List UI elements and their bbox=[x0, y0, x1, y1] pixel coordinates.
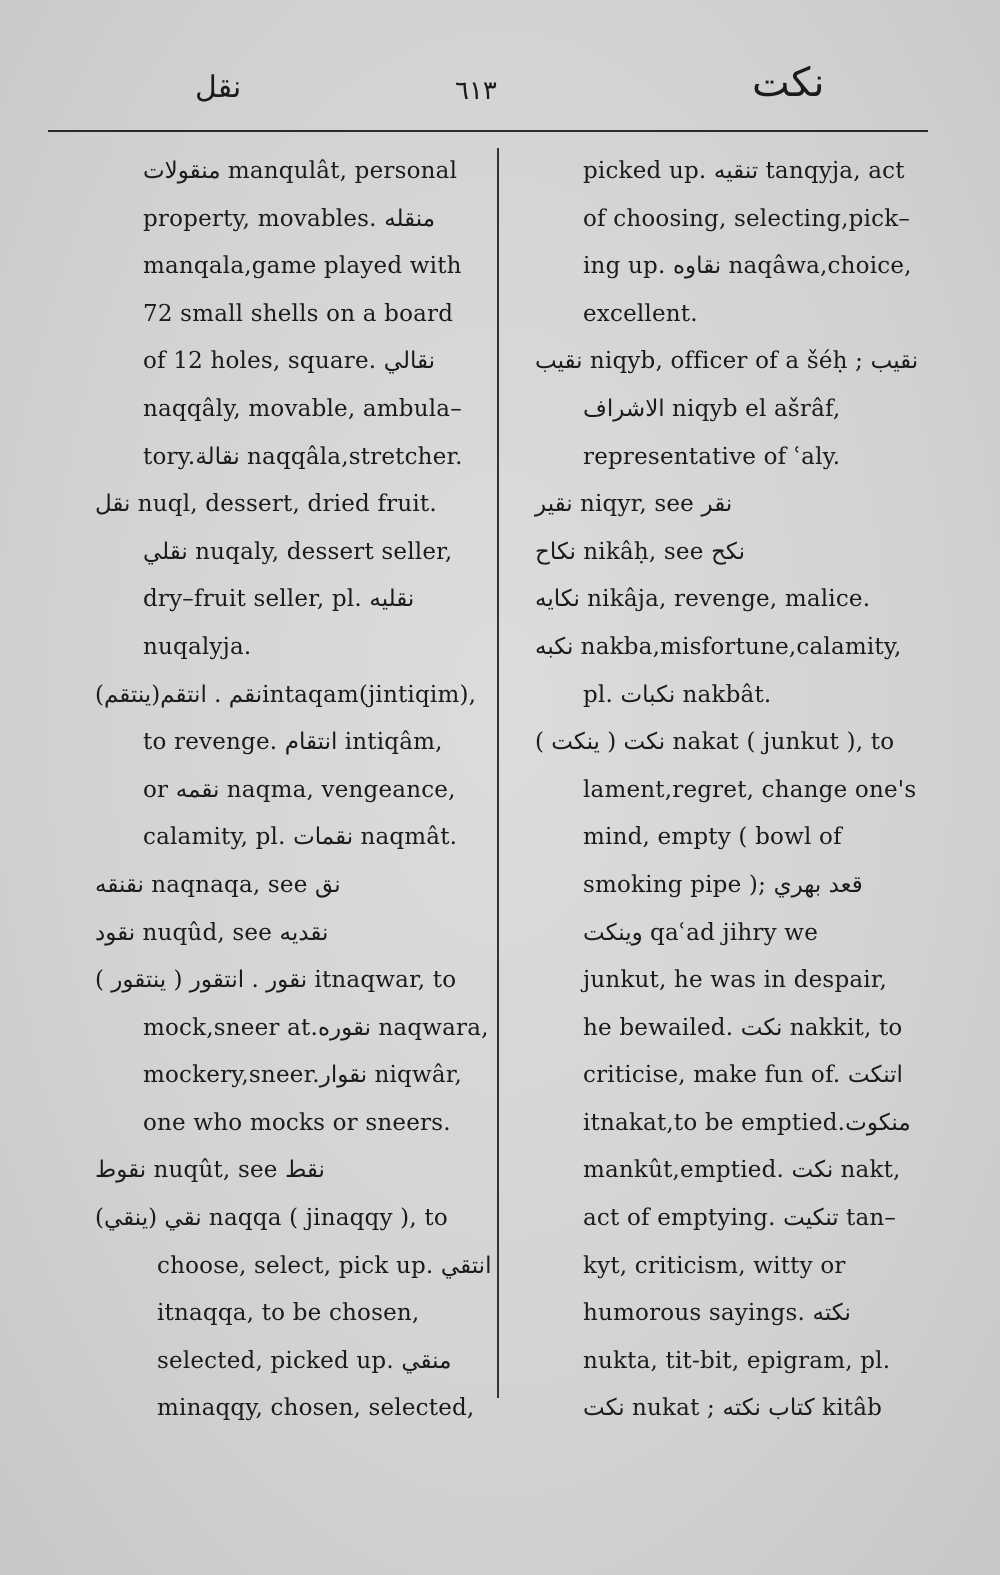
text-line: excellent. bbox=[583, 300, 698, 327]
text-line: mind, empty ( bowl of bbox=[583, 824, 842, 851]
page-number: ٦١٣ bbox=[455, 76, 497, 106]
text-line: he bewailed. نكت nakkit, to bbox=[583, 1014, 903, 1041]
text-line: نكت nukat ; كتاب نكته kitâb bbox=[583, 1395, 883, 1422]
text-line: نكاح nikâḥ, see نكح bbox=[535, 538, 746, 565]
text-line: dry–fruit seller, pl. نقليه bbox=[143, 586, 415, 613]
text-line: property, movables. منقله bbox=[143, 205, 436, 232]
text-line: lament,regret, change one's bbox=[583, 776, 917, 803]
text-line: naqqâly, movable, ambula– bbox=[143, 395, 462, 422]
text-line: one who mocks or sneers. bbox=[143, 1109, 451, 1136]
text-line: نقور . انتقور ( ينتقور ) itnaqwar, to bbox=[95, 967, 457, 994]
right-column bbox=[535, 148, 945, 1433]
text-line: نكبه nakba,misfortune,calamity, bbox=[535, 633, 902, 660]
text-line: criticise, make fun of. اتنكت bbox=[583, 1062, 903, 1089]
text-line: nukta, tit-bit, epigram, pl. bbox=[583, 1347, 891, 1374]
text-line: نكايه nikâja, revenge, malice. bbox=[535, 586, 871, 613]
left-column bbox=[95, 148, 490, 1433]
text-line: manqala,game played with bbox=[143, 253, 462, 280]
text-line: act of emptying. تنكيت tan– bbox=[583, 1205, 897, 1232]
text-line: منقولات manqulât, personal bbox=[143, 158, 458, 184]
text-line: نكت ( ينكت ) nakat ( junkut ), to bbox=[535, 729, 895, 756]
text-line: tory.نقالة naqqâla,stretcher. bbox=[143, 443, 463, 470]
text-line: ing up. نقاوه naqâwa,choice, bbox=[583, 253, 912, 280]
text-line: selected, picked up. منقي bbox=[157, 1347, 452, 1374]
text-line: choose, select, pick up. انتقي bbox=[157, 1252, 492, 1279]
text-line: mankût,emptied. نكت nakt, bbox=[583, 1157, 901, 1184]
text-line: pl. نكبات nakbât. bbox=[583, 681, 772, 708]
header-left-word: نقل bbox=[195, 70, 242, 105]
header-right-word: نكت bbox=[752, 60, 825, 106]
text-line: نقي (ينقي) naqqa ( jinaqqy ), to bbox=[95, 1205, 448, 1232]
text-line: نقنقه naqnaqa, see نق bbox=[95, 871, 341, 898]
text-line: of 12 holes, square. نقالي bbox=[143, 348, 436, 375]
text-line: نقلي nuqaly, dessert seller, bbox=[143, 538, 453, 565]
text-line: or نقمه naqma, vengeance, bbox=[143, 776, 456, 803]
text-line: of choosing, selecting,pick– bbox=[583, 205, 911, 232]
text-line: itnakat,to be emptied.منكوت bbox=[583, 1109, 911, 1136]
column-divider bbox=[497, 148, 499, 1398]
text-line: kyt, criticism, witty or bbox=[583, 1252, 846, 1279]
text-line: picked up. تنقيه tanqyja, act bbox=[583, 158, 905, 184]
text-line: نقيب niqyb, officer of a šéḥ ; نقيب bbox=[535, 348, 919, 375]
text-line: itnaqqa, to be chosen, bbox=[157, 1300, 420, 1327]
text-line: 72 small shells on a board bbox=[143, 300, 454, 327]
text-line: humorous sayings. نكته bbox=[583, 1300, 851, 1327]
header-rule bbox=[48, 130, 928, 132]
text-line: الاشراف niqyb el ašrâf, bbox=[583, 395, 841, 422]
text-line: mockery,sneer.نقوار niqwâr, bbox=[143, 1062, 462, 1089]
text-line: mock,sneer at.نقوره naqwara, bbox=[143, 1014, 489, 1041]
text-line: نقود nuqûd, see نقديه bbox=[95, 919, 329, 946]
text-line: وينكت qaʿad jihry we bbox=[583, 919, 819, 946]
text-line: نقير niqyr, see نقر bbox=[535, 491, 733, 518]
text-line: junkut, he was in despair, bbox=[583, 967, 888, 994]
text-line: نقم . انتقم(ينتقم)intaqam(jintiqim), bbox=[95, 681, 477, 708]
text-line: smoking pipe ); قعد بهري bbox=[583, 871, 863, 898]
text-line: nuqalyja. bbox=[143, 633, 252, 660]
text-line: representative of ʿaly. bbox=[583, 443, 841, 470]
text-line: minaqqy, chosen, selected, bbox=[157, 1395, 475, 1422]
text-line: calamity, pl. نقمات naqmât. bbox=[143, 824, 458, 851]
text-line: نقل nuql, dessert, dried fruit. bbox=[95, 491, 437, 518]
text-line: نقوط nuqût, see نقط bbox=[95, 1157, 325, 1184]
text-line: to revenge. انتقام intiqâm, bbox=[143, 729, 443, 756]
